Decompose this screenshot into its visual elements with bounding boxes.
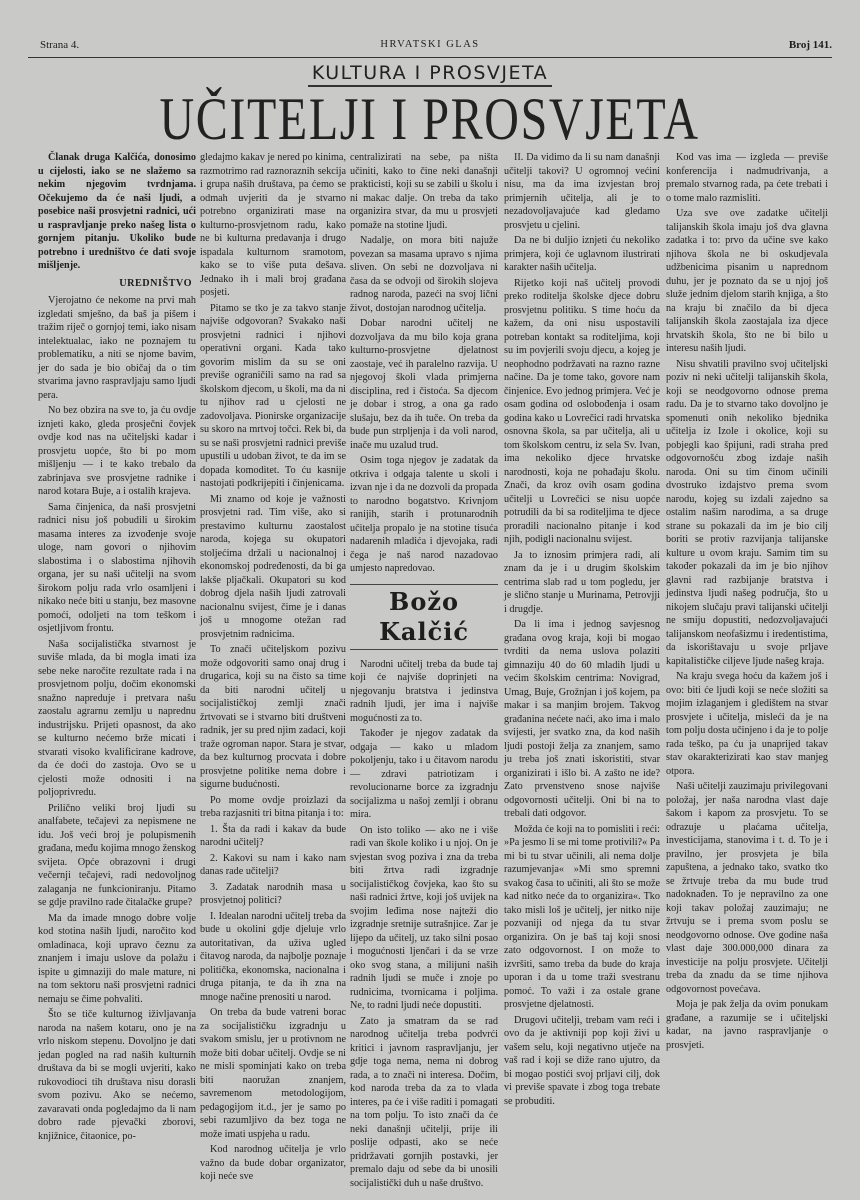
article-paragraph: Dobar narodni učitelj ne dozvoljava da mu bilo koja grana kulturno-prosvjetne djelatnost zaostaje, već ih paralelno razvija. U njegovoj školi vlada primjerna disciplina, red i čistoća. Sa djecom je dobar i strog, a ona ga rado slušaju, bez da ih tuče. On treba da bude pun strpljenja i da voli narod, inače mu uzalud trud. — [350, 318, 498, 451]
editorial-signature: UREDNIŠTVO — [119, 277, 192, 289]
author-byline: Božo Kalčić — [350, 584, 498, 650]
article-paragraph: Rijetko koji naš učitelj provodi preko roditelja školske djece dobru prosvjetnu politiku. S time hoću da kažem, da oni nisu uspostavili potreban kontakt sa roditeljima, koji su im povjerili svoju djecu, a kojeg je neophodno podržavati na razno razne načine. Da je tome tako, govore nam činjenice. Evo jednog primjera. Već je osam godina od oslobođenja i osam godina kako u Lovrečici radi hrvatska osnovna škola, sa par učitelja, ali u tom školskom centru, iz sela Sv. Ivan, ima nekoliko djece hrvatske narodnosti, koja ne pohađaju školu. Znači, da kroz ovih osam godina učitelji u Lovrečici se nisu uopće potrudili da bi sa roditeljima te djece proradili nacionalno pitanje i kod njih, podigli nacionalnu svijest. — [504, 277, 660, 545]
editorial-note: Članak druga Kalčića, donosimo u cijelosti, iako se ne slažemo sa nekim njegovim tvrdnjama. Očekujemo da će naši ljudi, a posebice naši prosvjetni radnici, ući u raspravljanje preko našeg lista o gornjem pitanju. Ukoliko bude potrebno i uredništvo će dati svoje mišljenje. — [38, 152, 196, 271]
article-column-2 — [200, 151, 346, 1186]
article-paragraph: Zato ja smatram da se rad narodnog učitelja treba podvrći kritici i javnom raspravljanju, jer gdje toga nema, nema ni dobrog rada, a to znači ni interesa. Dočim, kod naroda treba da za to vlada interes, pa će i više raditi i pomagati na tom polju. To isto znači da će neki današnji učitelji, prije ili poslije odpasti, ako se neće pridržavati gornjih postavki, jer premalo daju od sebe da bi unosili socijalistički duh u naše društvo. — [350, 1015, 498, 1189]
article-paragraph: Po mome ovdje proizlazi da treba razjasniti tri bitna pitanja i to: — [200, 794, 346, 819]
article-paragraph: Ja to iznosim primjera radi, ali znam da je i u drugim školskim centrima slab rad u tom pogledu, jer je slično stanje u Murinama, Petrovjji i drugdje. — [504, 549, 660, 615]
article-column-3 — [350, 151, 498, 1192]
article-paragraph: Uza sve ove zadatke učitelji talijanskih škola imaju još dva glavna zadatka i to: prvo da učine sve kako njihova škola ne bi oskudjevala udžbenicima pisanim u naprednom duhu, jer je poznato da se u njoj još služe jednim djelom starih knjiga, a što na kraju bi značilo da bi djeca talijanskih škola zaostajala iza djece hrvatskih škola, što ne bi bilo u interesu naših ljudi. — [666, 208, 828, 354]
article-paragraph: Moja je pak želja da ovim ponukam građane, a razumije se i učiteljski kadar, na javno raspravljanje o prosvjeti. — [666, 999, 828, 1051]
article-paragraph: Vjerojatno će nekome na prvi mah izgledati smješno, da baš ja pišem i tražim riječ o gornjoj temi, iako nisam intelektualac, iako ne poznajem tu problematiku, a niti se njome bavim, jer do sada je bio običaj da o tim stvarima javno raspravljaju samo ljudi pera. — [38, 295, 196, 401]
article-paragraph: Narodni učitelj treba da bude taj koji će najviše doprinjeti na njegovanju bratstva i jedinstva radnih ljudi, jer ima i najviše mogućnosti za to. — [350, 658, 498, 724]
article-headline — [0, 86, 860, 152]
article-paragraph: Na kraju svega hoću da kažem još i ovo: biti će ljudi koji se neće složiti sa mojim izlaganjem i gledištem na stvar prosvjete i učitelja, misleći da je na tom polju dosta učinjeno i da je to polje rada teško, pa ću ja unaprijed takav stav okarakterizirati kao stav manjeg otpora. — [666, 671, 828, 777]
article-paragraph: 3. Zadatak narodnih masa u prosvjetnoj politici? — [200, 881, 346, 906]
article-paragraph: Da li ima i jednog savjesnog građana ovog kraja, koji bi mogao tvrditi da nema uslova polaziti gimnaziju 40 do 60 mladih ljudi u većim školskim centrima: Novigrad, Umag, Buje, Grožnjan i još kojem, pa makar i sa manjim brojem. Takvog građanina nećete naći, ako ima i malo svijesti, jer svatko zna, da kod naših ljudi postoji želja za znanjem, samo ju treba još znati iskoristiti, stvar organizirati i išlo bi. A zašto ne ide? Zato prvenstveno snose najviše odgovornosti učitelji. Oni bi na to trebali dati odgovor. — [504, 619, 660, 819]
headline-text: UČITELJI I PROSVJETA — [159, 86, 701, 152]
article-paragraph: Prilično veliki broj ljudi su analfabete, tečajevi za nepismene ne idu. Još veći broj je polupismenih građana, među kojima mnogo ženskog svijeta. Opće obrazovni i drugi večernji tečajevi, radi nedovoljnog zalaganja ne funkcioniranju. Pitamo se gdje pravilno rade čitalačke grupe? — [38, 802, 196, 908]
article-paragraph: On isto toliko — ako ne i više radi van škole koliko i u njoj. On je svjestan svog poziva i zna da treba biti žrtva radi izgradnje socijalističkog čovjeka, kao što su naši radnici žrtve, koji još uvijek na svojim leđima nose najteži dio izgradnje sretnije sutrašnjice. Zar je lijepo da učitelj, uz tako silni posao i mogućnosti ljenčari i da se vrze oko svog stana, a milijuni naših radnih ljudi se muče i znoje po rudnicima, tvornicama i poljima. Ne, to radni ljudi neće dopustiti. — [350, 824, 498, 1011]
article-paragraph: On treba da bude vatreni borac za socijalističku izgradnju u svakom smislu, jer u protivnom ne može biti dobar učitelj. Ovdje se ni ne misli spominjati kako on treba biti naoružan znanjem, savremenom metodologijom, pedagogijom it.d., jer je samo po sebi razumljivo da bez toga ne može imati uspjeha u radu. — [200, 1007, 346, 1140]
article-paragraph: Nisu shvatili pravilno svoj učiteljski poziv ni neki učitelji talijanskih škola, koji se neodgovorno odnose prema radu. Da je to stvarno tako dovoljno je spomenuti onih nekoliko bjednika učitelja iz Izole i okolice, koji su pobjegli kao špijuni, radi straha pred odgovornošću zbog izdaje naših naroda. Oni su tim činom učinili dvostruko izdajstvo prema svom narodu, kojeg su izdali zajedno sa ostalim našim narodima, a sa druge strane su pokazali da im je bio cilj boriti se protiv razvijanja talijanske kulture u ovom kraju. Samim tim su također pokazali da im je bio njihov glavni rad razbijanje bratstva i jedinstva ljudi našeg područja, što u nikojem slučaju pravi talijanski učitelji ne smiju dopustiti, nedozvoljavajući talijanskom neofašizmu i iredentistima, da iskorištavaju u svoje prljave kapitalističke ciljeve ljude našeg kraja. — [666, 358, 828, 667]
article-paragraph: 2. Kakovi su nam i kako nam danas rade učitelji? — [200, 852, 346, 877]
article-paragraph: Naši učitelji zauzimaju privilegovani položaj, jer naša narodna vlast daje šakom i kapom za prosvjetu. To se odrazuje u plaćama učitelja, investicijama, stanovima i t. d. To je i pravilno, jer prosvjeta je bila zapuštena, a jednako tako, svatko tko se žrtvuje treba da mu bude trud nadoknađen. To je nepravilno za one koji takav položaj zauzimaju; ne žrtvuju se i prema svom poslu se neodgovorno odnose. Ove godine naša vlast daje 300.000,000 dinara za investicije na polju prosvjete. Učitelji treba da znadu da se time njihova odgovornost povećava. — [666, 781, 828, 995]
article-paragraph: II. Da vidimo da li su nam današnji učitelji takovi? U ogromnoj većini nisu, ma da ima izvjestan broj primjernih učitelja, ali je to nezadovoljavajuće kad gledamo prosvjetu u cjelini. — [504, 152, 660, 231]
article-paragraph: Također je njegov zadatak da odgaja — kako u mladom pokoljenju, tako i u čitavom narodu — zdravi patriotizam i revolucionarne borce za izgradnju socijalizma u našoj zemlji i obranu mira. — [350, 728, 498, 820]
article-paragraph: gledajmo kakav je nered po kinima, razmotrimo rad raznoraznih sekcija i grupa naših društava, pa ćemo se odmah uvjeriti da je stvarno potrebno organizirati mase na kulturno-prosvjetnom radu, kako ne bi kulturna predavanja i drugo ispadala kulturnom sramotom, kako se to više puta dešava. Jednako ih i mali broj građana posjeti. — [200, 152, 346, 298]
section-title: KULTURA I PROSVJETA — [308, 62, 552, 87]
article-paragraph: Sama činjenica, da naši prosvjetni radnici nisu još pobudili u širokim masama interes za izvođenje svoje uloge, nam govori o njihovim slabostima i o slabostima njihovih organa, jer su naši učitelji na svom širokom polju rada vrlo osamljeni i nikako neće biti u stanju, bez masovne pomoći, odoljeti na tom teškom i osjetljivom frontu. — [38, 501, 196, 634]
newspaper-name: HRVATSKI GLAS — [380, 39, 480, 50]
article-paragraph: I. Idealan narodni učitelj treba da bude u okolini gdje djeluje vrlo autoritativan, da uživa ugled čitavog naroda, da najbolje poznaje politička, ekonomska, nacionalna i druga pitanja, te da ih zna na mnoge načine prenositi u narod. — [200, 910, 346, 1003]
issue-number: Broj 141. — [788, 39, 832, 51]
article-paragraph: Nadalje, on mora biti najuže povezan sa masama upravo s njima sliven. On sebi ne dozvoljava ni časa da se odvoji od širokih slojeva radnog naroda, pazeći na svoj lični život, dostojan narodnog učitelja. — [350, 235, 498, 314]
article-paragraph: Da ne bi duljio iznjeti ću nekoliko primjera, koji će uglavnom ilustrirati karakter naših učitelja. — [504, 235, 660, 273]
article-column-1 — [38, 151, 196, 1145]
article-paragraph: Mi znamo od koje je važnosti prosvjetni rad. Tim više, ako si prestavimo kulturnu zaostalost naroda, kojega su okupatori stoljećima držali u nacionalnoj i ekonomskoj podređenosti, da bi ga lakše pljačkali. Okupatori su kod dobrog djela naših ljudi zatrovali nacionalnu svijest, čime je i danas još u mnogome otežan rad prosvjetnim radnicima. — [200, 493, 346, 640]
article-paragraph: Što se tiče kulturnog iživljavanja naroda na našem kotaru, ono je na vrlo niskom stepenu. Dovoljno je dati jedan pogled na rad naših kulturnih društava da bi se mogli uvjeriti, kako rukovodioci tih društava nisu dorasli svom pozivu. Ako se nećemo, zavaravati onda pogledajmo da li nam dobro rade pjevački zborovi, knjižnice, čitaonice, po- — [38, 1009, 196, 1142]
article-paragraph: Kod narodnog učitelja je vrlo važno da bude dobar organizator, koji neće sve — [200, 1144, 346, 1182]
article-paragraph: No bez obzira na sve to, ja ću ovdje iznjeti kako, gleda prosječni čovjek ovdje kod nas na učiteljski kadar i prosvjetu uopće, što bi po mom mišljenju — i te kako trebalo da zabrinjava sve prosvjetne radnike i narod kotara Buje, a i ostalih krajeva. — [38, 405, 196, 497]
page-number: Strana 4. — [40, 39, 80, 51]
article-column-4 — [504, 151, 660, 1110]
header-rule — [28, 57, 832, 58]
article-paragraph: Možda će koji na to pomisliti i reći: »Pa jesmo li se mi tome protivili?« Pa mi bi tu stvar učinili, ali nema dolje razumjevanja« »Mi smo spremni svakog časa to učiniti, ali što se može kad nitko neće da to organizira«. Tko tako misli loš je učitelj, jer nitko nije pozvaniji od njega da tu stvar organizira. On je baš taj koji snosi zato odgovornost. I on može to izvršiti, samo treba da bude do kraja uporan i da u tome traži svestranu pomoć. To važi i za ostale grane prosvjetne djelatnosti. — [504, 823, 660, 1010]
article-paragraph: Osim toga njegov je zadatak da otkriva i odgaja talente u skoli i izvan nje i da ne dozvoli da propada to narodno bogatstvo. Krivnjom ranijih, starih i protunarodnih učitelja propalo je na stotine tisuća nadarenih mladića i djevojaka, radi čega je naš narod nazadovao umjesto napredovao. — [350, 455, 498, 574]
article-paragraph: Drugovi učitelji, trebam vam reći i ovo da je aktivniji pop koji živi u vašem selu, koji negativno utječe na vaš rad i koji se diže rano ujutro, da bi mogao postići svoj prljavi cilj, dok vi previše spavate i zbog toga trebate se probuditi. — [504, 1014, 660, 1107]
article-paragraph: centralizirati na sebe, pa ništa učiniti, kako to čine neki današnji prakticisti, koji su se zabili u školu i ni makac dalje. On treba da tako organizira stvar, da mu u prosvjeti pomaže na stotine ljudi. — [350, 152, 498, 231]
article-paragraph: To znači učiteljskom pozivu može odgovoriti samo onaj drug i drugarica, koji su na čisto sa time da biti narodni učitelj u socijalističkoj zemlji znači žrtvovati se i stvarno biti društveni radnik, jer su pred njim zadaci, koji traže ogroman napor. Stara je stvar, da bez kulturnog procvata i dobre prosvjetne politike nema dobre i sigurne budućnosti. — [200, 644, 346, 790]
article-paragraph: Pitamo se tko je za takvo stanje najviše odgovoran? Svakako naši prosvjetni radnici i njihovi operativni organi. Kada tako govorim mislim da su se oni previše ograničili samo na rad sa školskom djecom, u školi, ma da ni tu njihov rad u cjelosti ne zadovoljava. Pionirske organizacije su skoro na mrtvoj točci. Rek bi, da su se naši prosvjetni radnici previše upustili u udoban život, te da im se dopada komoditet. To ću kasnije nastojati podkrijepiti i činjenicama. — [200, 302, 346, 489]
article-paragraph: Ma da imade mnogo dobre volje kod stotina naših ljudi, naročito kod omladinaca, koji upravo čeznu za znanjem i imaju uslove da polažu i ispite u gimnaziji do male mature, ni na tom sektoru naši prosvjetni radnici nemaju se čime pohvaliti. — [38, 912, 196, 1005]
article-paragraph: Kod vas ima — izgleda — previše konferencija i nadmudrivanja, a premalo stvarnog rada, pa ćete trebati i o tome malo razmisliti. — [666, 152, 828, 204]
article-column-5 — [666, 151, 828, 1054]
article-paragraph: 1. Šta da radi i kakav da bude narodni učitelj? — [200, 823, 346, 848]
article-paragraph: Naša socijalistička stvarnost je suviše mlada, da bi mogla imati iza sebe neke naročite rezultate rada i na prosvjetnom polju, dočim ekonomski snažno napreduje i pretvara našu zaostalu agrarnu zemlju u naprednu industrijsku. Prijeti opasnost, da ako se kulturno nećemo brže micati i stvarati visoko kvalificirane kadrove, da će doći do zastoja. Ovo se u cjelosti može odnositi i na poljoprivredu. — [38, 638, 196, 798]
